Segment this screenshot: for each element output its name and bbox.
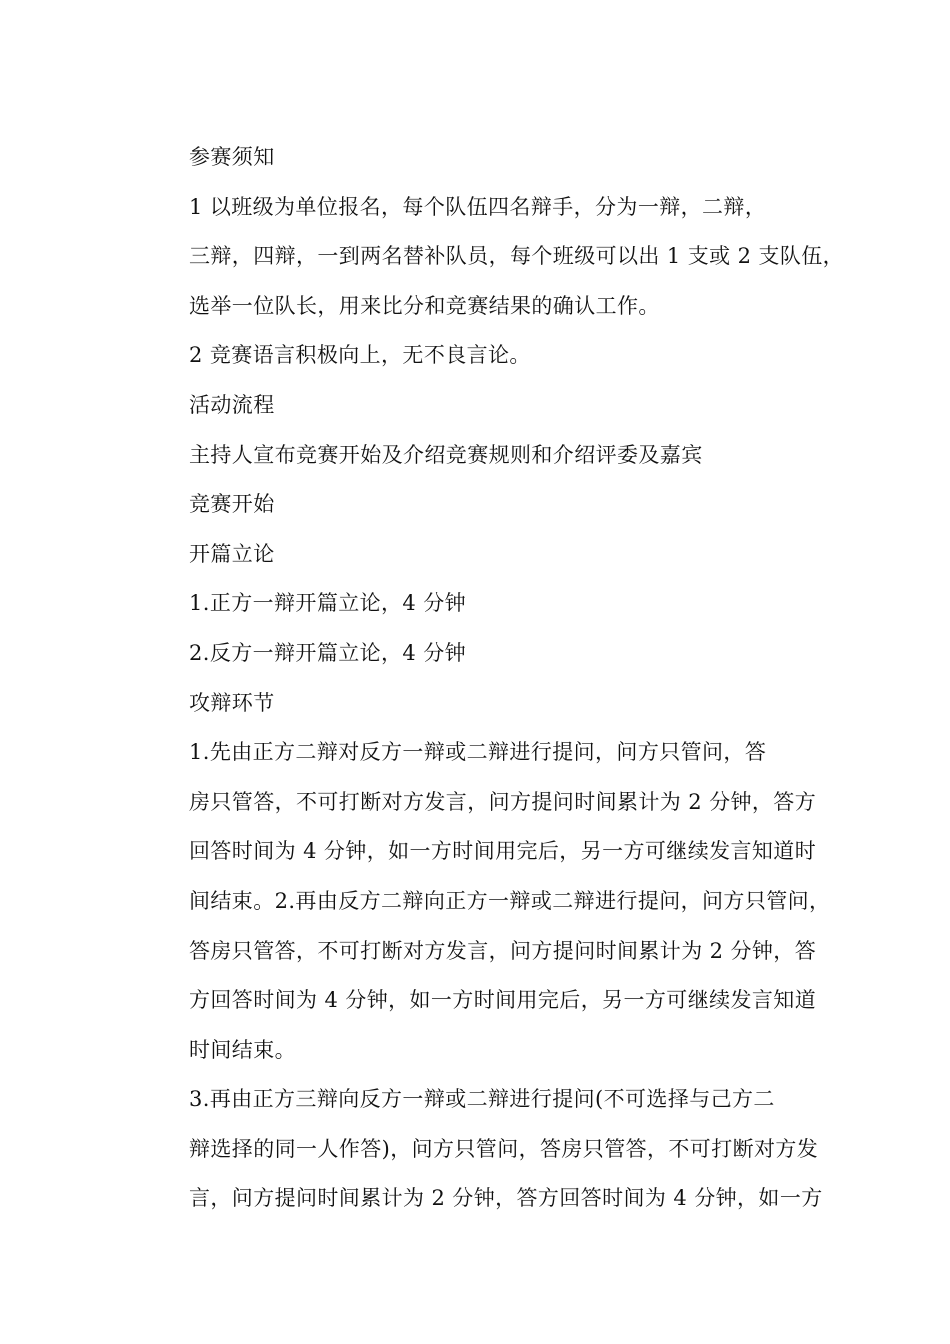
- paragraph-host-announcement: [145, 431, 825, 481]
- text-line: 1 以班级为单位报名，每个队伍四名辩手，分为一辩，二辩，: [189, 194, 767, 219]
- paragraph-registration-rule: [145, 183, 845, 332]
- section-heading-entry-notes: [145, 133, 825, 183]
- paragraph-language-rule: [145, 331, 825, 381]
- text-line: 主持人宣布竞赛开始及介绍竞赛规则和介绍评委及嘉宾: [189, 442, 703, 467]
- section-heading-opening-statement: [145, 530, 825, 580]
- text-line: 1.先由正方二辩对反方一辩或二辩进行提问，问方只管问，答: [189, 740, 767, 765]
- text-line: 三辩，四辩，一到两名替补队员，每个班级可以出 1 支或 2 支队伍，: [189, 244, 845, 269]
- text-line: 2.反方一辩开篇立论，4 分钟: [189, 640, 467, 665]
- list-item-negative-opening: [145, 629, 825, 679]
- text-line: 攻辩环节: [189, 690, 275, 715]
- section-heading-activity-flow: [145, 381, 825, 431]
- paragraph-cross-examination-round-3: [145, 1075, 825, 1224]
- text-line: 开篇立论: [189, 541, 275, 566]
- text-line: 活动流程: [189, 392, 275, 417]
- text-line: 间结束。2.再由反方二辩向正方一辩或二辩进行提问，问方只管问，: [189, 888, 831, 913]
- text-line: 言，问方提问时间累计为 2 分钟，答方回答时间为 4 分钟，如一方: [189, 1186, 823, 1211]
- list-item-affirmative-opening: [145, 579, 825, 629]
- text-line: 3.再由正方三辩向反方一辩或二辩进行提问(不可选择与己方二: [189, 1087, 775, 1112]
- text-line: 方回答时间为 4 分钟，如一方时间用完后，另一方可继续发言知道: [189, 988, 817, 1013]
- paragraph-cross-examination-rounds-1-2: [145, 728, 831, 1075]
- text-line: 竞赛开始: [189, 492, 275, 517]
- section-heading-cross-examination: [145, 679, 825, 729]
- document-body: [145, 133, 845, 1224]
- text-line: 参赛须知: [189, 145, 275, 169]
- text-line: 答房只管答，不可打断对方发言，问方提问时间累计为 2 分钟，答: [189, 938, 817, 963]
- text-line: 1.正方一辩开篇立论，4 分钟: [189, 591, 467, 616]
- paragraph-competition-start: [145, 480, 825, 530]
- text-line: 时间结束。: [189, 1037, 296, 1062]
- text-line: 选举一位队长，用来比分和竞赛结果的确认工作。: [189, 293, 660, 318]
- text-line: 辩选择的同一人作答)，问方只管问，答房只管答，不可打断对方发: [189, 1136, 819, 1161]
- text-line: 回答时间为 4 分钟，如一方时间用完后，另一方可继续发言知道时: [189, 839, 817, 864]
- text-line: 2 竞赛语言积极向上，无不良言论。: [189, 343, 531, 368]
- text-line: 房只管答，不可打断对方发言，问方提问时间累计为 2 分钟，答方: [189, 789, 817, 814]
